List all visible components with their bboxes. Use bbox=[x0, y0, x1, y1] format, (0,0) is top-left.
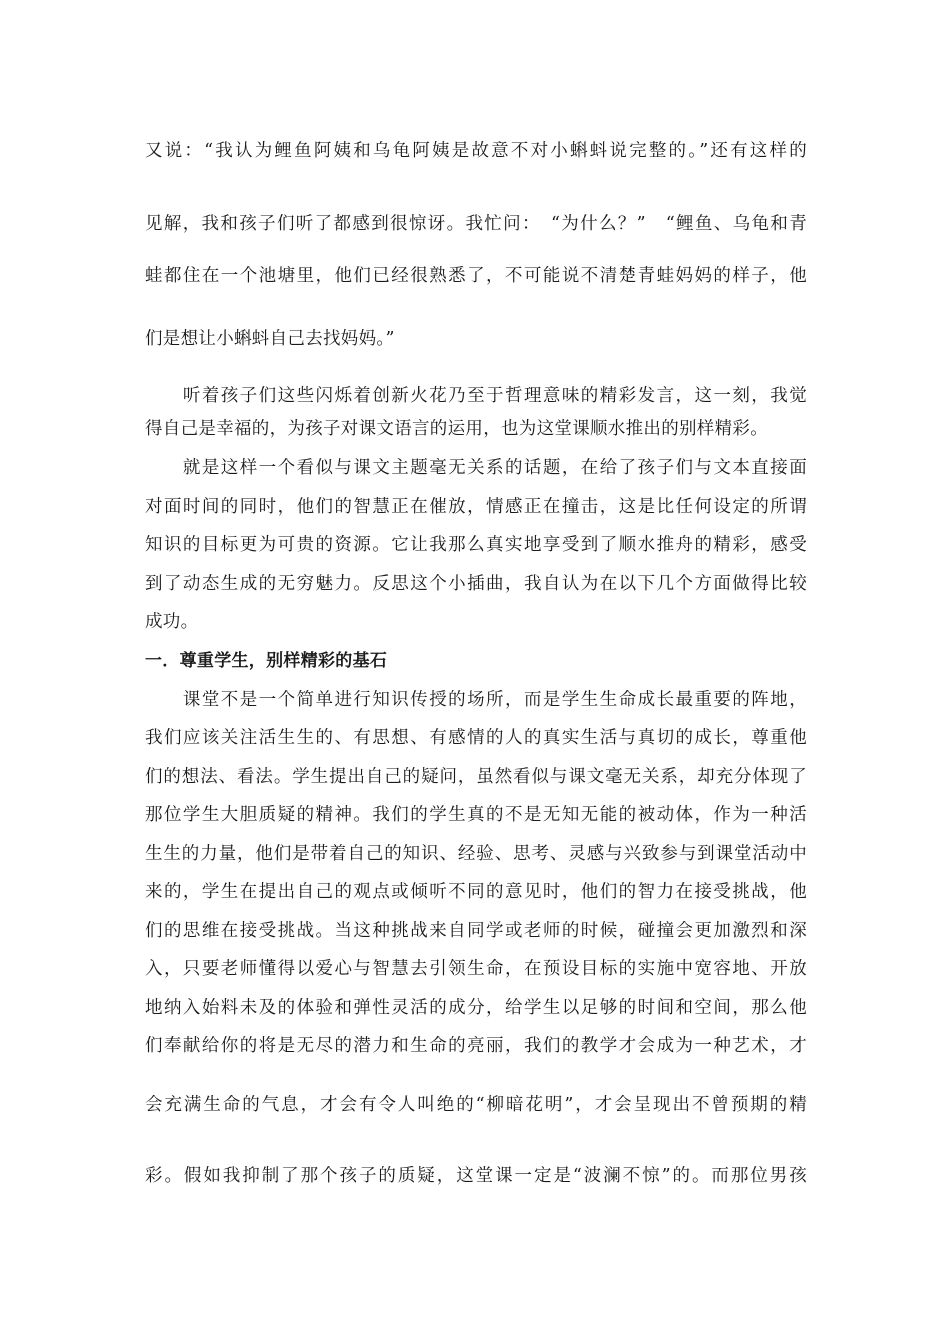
section-heading: 一．尊重学生，别样精彩的基石 bbox=[145, 651, 388, 671]
text-line: 知识的目标更为可贵的资源。它让我那么真实地享受到了顺水推舟的精彩，感受 bbox=[145, 535, 807, 555]
text-line: 课堂不是一个简单进行知识传授的场所，而是学生生命成长最重要的阵地， bbox=[145, 690, 807, 710]
text-line: 会充满生命的气息，才会有令人叫绝的“柳暗花明”，才会呈现出不曾预期的精 bbox=[145, 1095, 807, 1115]
text-line: 们是想让小蝌蚪自己去找妈妈。” bbox=[145, 329, 395, 349]
text-line: 听着孩子们这些闪烁着创新火花乃至于哲理意味的精彩发言，这一刻，我觉 bbox=[145, 386, 807, 406]
text-line: 成功。 bbox=[145, 612, 199, 632]
text-line: 见解，我和孩子们听了都感到很惊讶。我忙问： “为什么？” “鲤鱼、乌龟和青 bbox=[145, 214, 807, 234]
text-line: 来的，学生在提出自己的观点或倾听不同的意见时，他们的智力在接受挑战，他 bbox=[145, 882, 807, 902]
text-line: 那位学生大胆质疑的精神。我们的学生真的不是无知无能的被动体，作为一种活 bbox=[145, 805, 807, 825]
text-line: 就是这样一个看似与课文主题毫无关系的话题，在给了孩子们与文本直接面 bbox=[145, 458, 807, 478]
text-line: 彩。假如我抑制了那个孩子的质疑，这堂课一定是“波澜不惊”的。而那位男孩 bbox=[145, 1166, 807, 1186]
text-line: 到了动态生成的无穷魅力。反思这个小插曲，我自认为在以下几个方面做得比较 bbox=[145, 574, 807, 594]
text-line: 得自己是幸福的，为孩子对课文语言的运用，也为这堂课顺水推出的别样精彩。 bbox=[145, 419, 768, 439]
text-line: 们的思维在接受挑战。当这种挑战来自同学或老师的时候，碰撞会更加激烈和深 bbox=[145, 921, 807, 941]
text-line: 对面时间的同时，他们的智慧正在催放，情感正在撞击，这是比任何设定的所谓 bbox=[145, 497, 807, 517]
text-line: 们的想法、看法。学生提出自己的疑问，虽然看似与课文毫无关系，却充分体现了 bbox=[145, 767, 807, 787]
text-line: 又说：“我认为鲤鱼阿姨和乌龟阿姨是故意不对小蝌蚪说完整的。”还有这样的 bbox=[145, 141, 807, 161]
text-line: 入，只要老师懂得以爱心与智慧去引领生命，在预设目标的实施中宽容地、开放 bbox=[145, 959, 807, 979]
text-line: 地纳入始料未及的体验和弹性灵活的成分，给学生以足够的时间和空间，那么他 bbox=[145, 998, 807, 1018]
text-line: 我们应该关注活生生的、有思想、有感情的人的真实生活与真切的成长，尊重他 bbox=[145, 728, 807, 748]
text-line: 生生的力量，他们是带着自己的知识、经验、思考、灵感与兴致参与到课堂活动中 bbox=[145, 844, 807, 864]
text-line: 们奉献给你的将是无尽的潜力和生命的亮丽，我们的教学才会成为一种艺术，才 bbox=[145, 1036, 807, 1056]
text-line: 蛙都住在一个池塘里，他们已经很熟悉了，不可能说不清楚青蛙妈妈的样子，他 bbox=[145, 266, 807, 286]
